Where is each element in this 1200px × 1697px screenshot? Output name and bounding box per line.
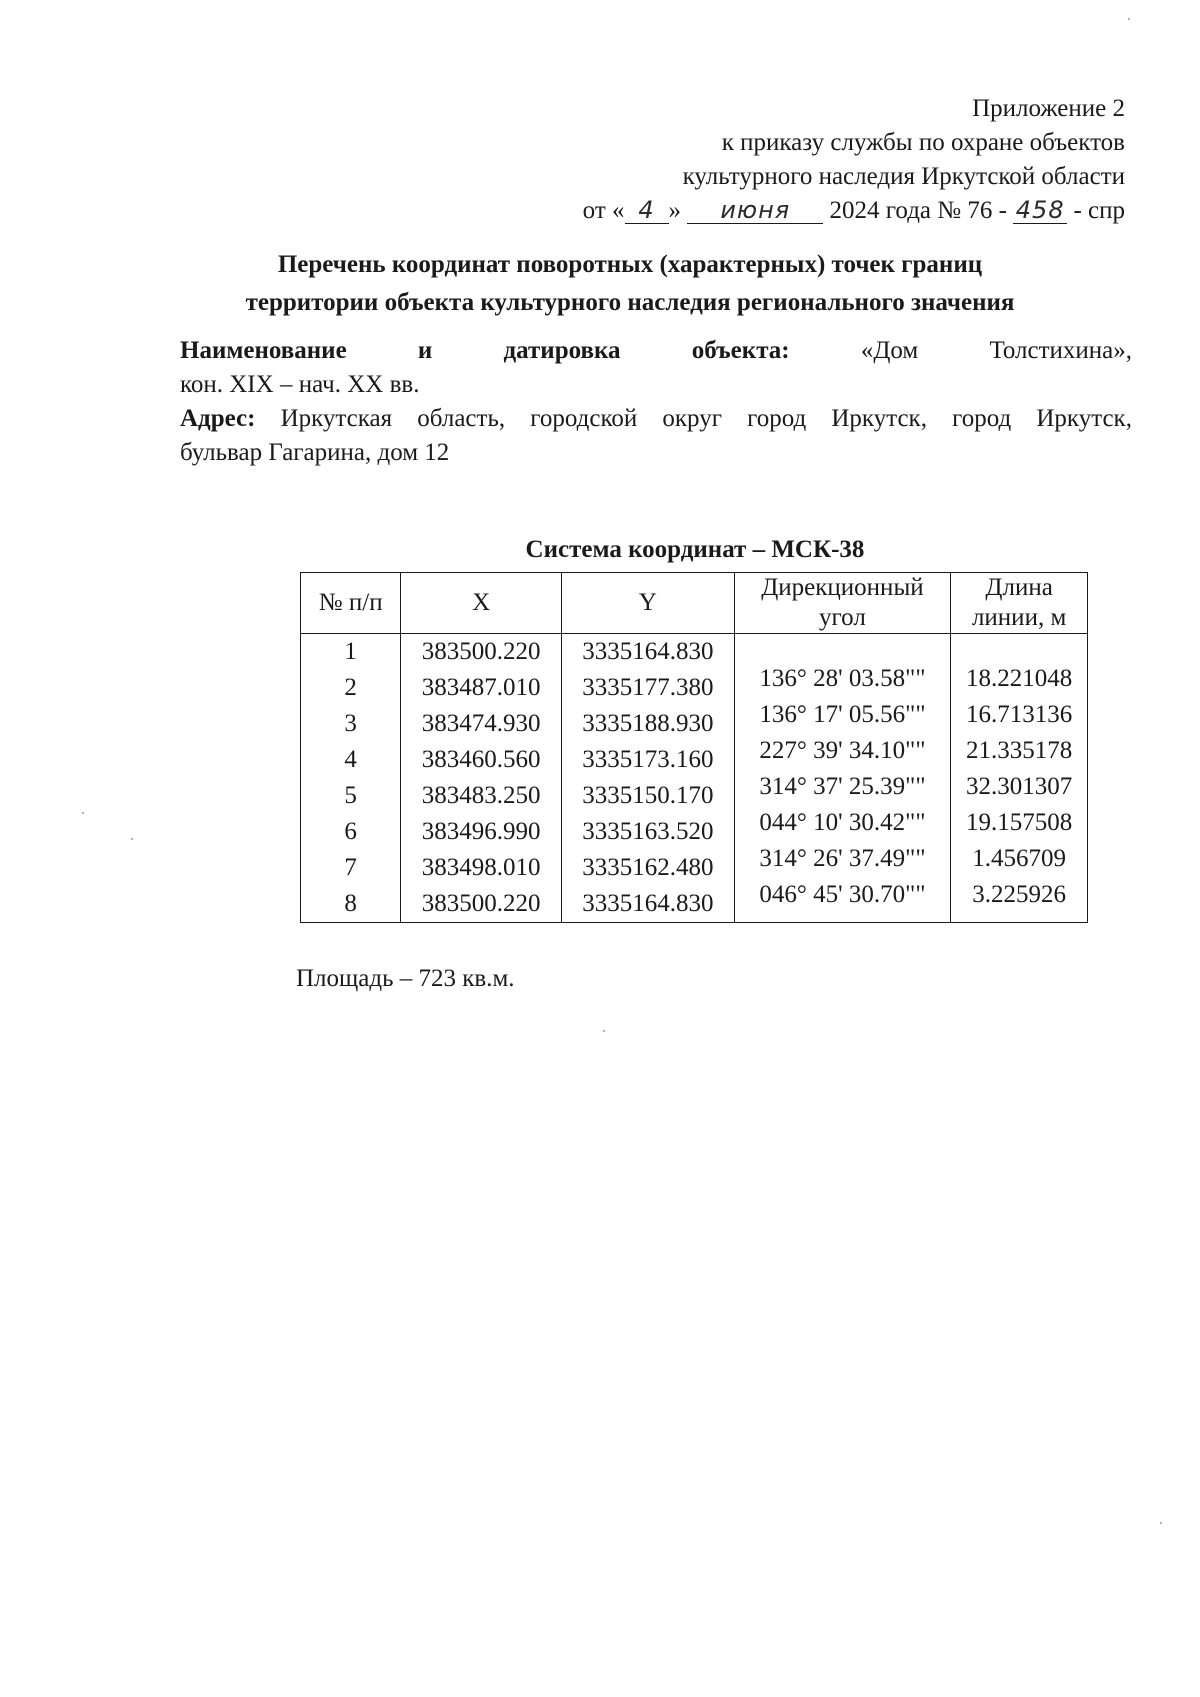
scan-speck: [1160, 1522, 1162, 1524]
order-suffix: - спр: [1073, 197, 1125, 224]
segment-length: 3.225926: [972, 881, 1066, 908]
point-x: 383500.220: [421, 638, 541, 665]
point-y: 3335188.930: [582, 710, 714, 737]
header-y: Y: [562, 573, 735, 634]
point-y: 3335164.830: [582, 890, 714, 917]
point-number: 3: [344, 710, 357, 737]
header-angle-line-1: Дирекционный: [761, 574, 924, 601]
year-and-order: 2024 года № 76 -: [829, 197, 1007, 224]
table-header-row: [301, 573, 1088, 634]
area-text: Площадь – 723 кв.м.: [296, 965, 515, 992]
point-y: 3335163.520: [582, 818, 714, 845]
address-word: Иркутск,: [1036, 405, 1132, 432]
point-number: 5: [344, 782, 357, 809]
segment-angle: 136° 17' 05.56"": [759, 701, 926, 728]
point-number: 2: [344, 674, 357, 701]
attachment-date-line: [425, 194, 1125, 228]
object-dating: кон. XIX – нач. XX вв.: [180, 371, 420, 398]
date-prefix: от «: [582, 197, 625, 224]
length-column: [951, 634, 1088, 923]
scan-speck: [1128, 18, 1130, 20]
handwritten-day: 4: [625, 197, 669, 224]
point-number: 7: [344, 854, 357, 881]
point-y: 3335162.480: [582, 854, 714, 881]
point-y: 3335177.380: [582, 674, 714, 701]
document-title: [150, 246, 1110, 322]
address-word: округ: [662, 405, 722, 432]
point-x: 383498.010: [421, 854, 541, 881]
name-label-word: и: [417, 337, 433, 364]
segment-angle: 227° 39' 34.10"": [759, 737, 926, 764]
handwritten-month: июня: [687, 197, 823, 224]
header-length-line-1: Длина: [985, 574, 1053, 601]
header-x: X: [401, 573, 562, 634]
name-value-word: «Дом: [860, 337, 919, 364]
segment-length: 32.301307: [965, 773, 1073, 800]
object-name-line: [180, 334, 1132, 368]
address-word: город: [952, 405, 1012, 432]
date-quote-close: »: [668, 197, 682, 224]
header-length: [951, 573, 1088, 634]
header-angle: [734, 573, 951, 634]
attachment-header: [425, 92, 1125, 228]
name-label-word: датировка: [503, 337, 621, 364]
x-column: [401, 634, 562, 923]
address-word: область,: [417, 405, 506, 432]
attachment-authority: культурного наследия Иркутской области: [682, 163, 1125, 190]
header-angle-line-2: угол: [819, 604, 866, 631]
segment-angle: 314° 37' 25.39"": [759, 773, 926, 800]
point-number: 1: [344, 638, 357, 665]
point-x: 383483.250: [421, 782, 541, 809]
address-label: Адрес:: [180, 405, 256, 432]
point-number: 4: [344, 746, 357, 773]
table-body-row: [301, 634, 1088, 923]
segment-length: 18.221048: [965, 665, 1073, 692]
point-x: 383496.990: [421, 818, 541, 845]
point-x: 383487.010: [421, 674, 541, 701]
name-label-word: Наименование: [180, 337, 347, 364]
segment-angle: 046° 45' 30.70"": [759, 881, 926, 908]
scan-speck: [82, 812, 84, 814]
handwritten-order-number: 458: [1013, 197, 1067, 224]
point-number: 6: [344, 818, 357, 845]
scan-speck: [131, 838, 133, 840]
point-y: 3335164.830: [582, 638, 714, 665]
point-number: 8: [344, 890, 357, 917]
segment-length: 16.713136: [965, 701, 1073, 728]
address-word: город: [747, 405, 807, 432]
table-title: Система координат – МСК-38: [525, 536, 865, 563]
segment-angle: 136° 28' 03.58"": [759, 665, 926, 692]
point-x: 383460.560: [421, 746, 541, 773]
angle-column: [734, 634, 951, 923]
coordinates-table: [300, 572, 1088, 923]
name-label-word: объекта:: [691, 337, 790, 364]
address-line-1: [180, 402, 1132, 436]
point-x: 383474.930: [421, 710, 541, 737]
object-info: [180, 334, 1132, 470]
y-column: [562, 634, 735, 923]
point-y: 3335173.160: [582, 746, 714, 773]
header-number: № п/п: [301, 573, 401, 634]
segment-angle: 314° 26' 37.49"": [759, 845, 926, 872]
attachment-order-ref: к приказу службы по охране объектов: [721, 129, 1125, 156]
point-x: 383500.220: [421, 890, 541, 917]
segment-length: 19.157508: [965, 809, 1073, 836]
number-column: [301, 634, 401, 923]
address-word: городской: [530, 405, 638, 432]
title-line-2: территории объекта культурного наследия регионального значения: [245, 289, 1015, 316]
attachment-title: Приложение 2: [972, 95, 1125, 122]
title-line-1: Перечень координат поворотных (характерных) точек границ: [277, 251, 983, 278]
address-word: Иркутск,: [831, 405, 927, 432]
header-length-line-2: линии, м: [971, 604, 1067, 631]
point-y: 3335150.170: [582, 782, 714, 809]
address-line-2: бульвар Гагарина, дом 12: [180, 439, 450, 466]
scan-speck: [603, 1030, 605, 1032]
name-value-word: Толстихина»,: [989, 337, 1132, 364]
segment-length: 21.335178: [965, 737, 1073, 764]
address-word: Иркутская: [280, 405, 393, 432]
segment-length: 1.456709: [972, 845, 1066, 872]
segment-angle: 044° 10' 30.42"": [759, 809, 926, 836]
